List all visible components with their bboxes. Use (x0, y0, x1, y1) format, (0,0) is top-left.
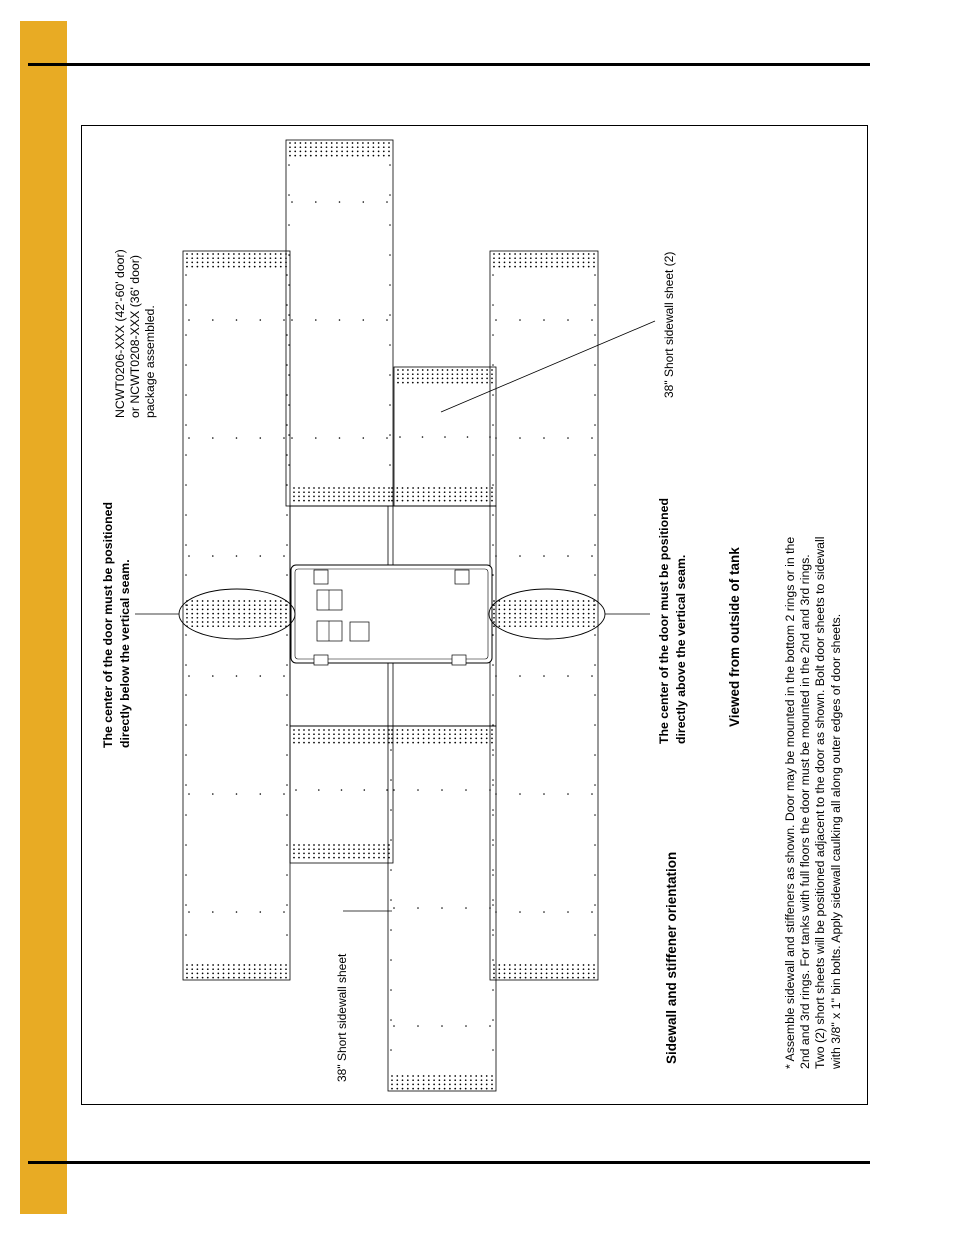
callout-door-top-line-1: The center of the door must be positioned (101, 502, 115, 748)
assembly-note-line-3: Two (2) short sheets will be positioned adjacent to the door as shown. Bolt door sheets to sidewall (813, 536, 828, 1069)
hinge-top (314, 570, 328, 584)
diagram-title: Sidewall and stiffener orientation (664, 851, 679, 1064)
short-sheet-upper-label: 38" Short sidewall sheet (2) (662, 251, 676, 398)
callout-door-bottom-line-1: The center of the door must be positioned (657, 498, 671, 744)
hinge-top-2 (455, 570, 469, 584)
callout-door-package-line-3: package assembled. (143, 305, 158, 418)
sheet-column-a (183, 251, 290, 980)
sheet-column-d (490, 251, 598, 980)
door-assembly (291, 565, 492, 665)
diagram-subtitle: Viewed from outside of tank (727, 547, 742, 727)
sheet-column-b-upper (286, 140, 393, 506)
short-sidewall-sheet-lower (290, 726, 393, 863)
callout-door-package-line-1: NCWT0206-XXX (42'-60' door) (113, 249, 127, 418)
assembly-note-line-1: * Assemble sidewall and stiffeners as shown. Door may be mounted in the bottom 2 rings or in the (783, 536, 797, 1069)
callout-door-package-line-2: or NCWT0208-XXX (36' door) (128, 255, 143, 418)
callout-door-bottom-line-2: directly above the vertical seam. (674, 554, 688, 744)
callout-door-package (113, 249, 159, 418)
hinge-bottom-2 (452, 655, 466, 665)
top-seam-ellipse (179, 589, 295, 639)
assembly-notes (783, 537, 844, 1069)
hinge-bottom (314, 655, 328, 665)
callout-door-top-line-2: directly below the vertical seam. (118, 559, 132, 748)
callout-door-bottom (656, 498, 690, 744)
callout-door-top (100, 502, 134, 748)
assembly-note-line-2: 2nd and 3rd rings. For tanks with full floors the door must be mounted in the 2nd and 3rd rings. (798, 554, 813, 1069)
assembly-note-line-4: with 3/8" x 1" bin bolts. Apply sidewall caulking all along outer edges of door sheets. (828, 613, 843, 1069)
short-sheet-lower-label: 38" Short sidewall sheet (335, 953, 349, 1082)
